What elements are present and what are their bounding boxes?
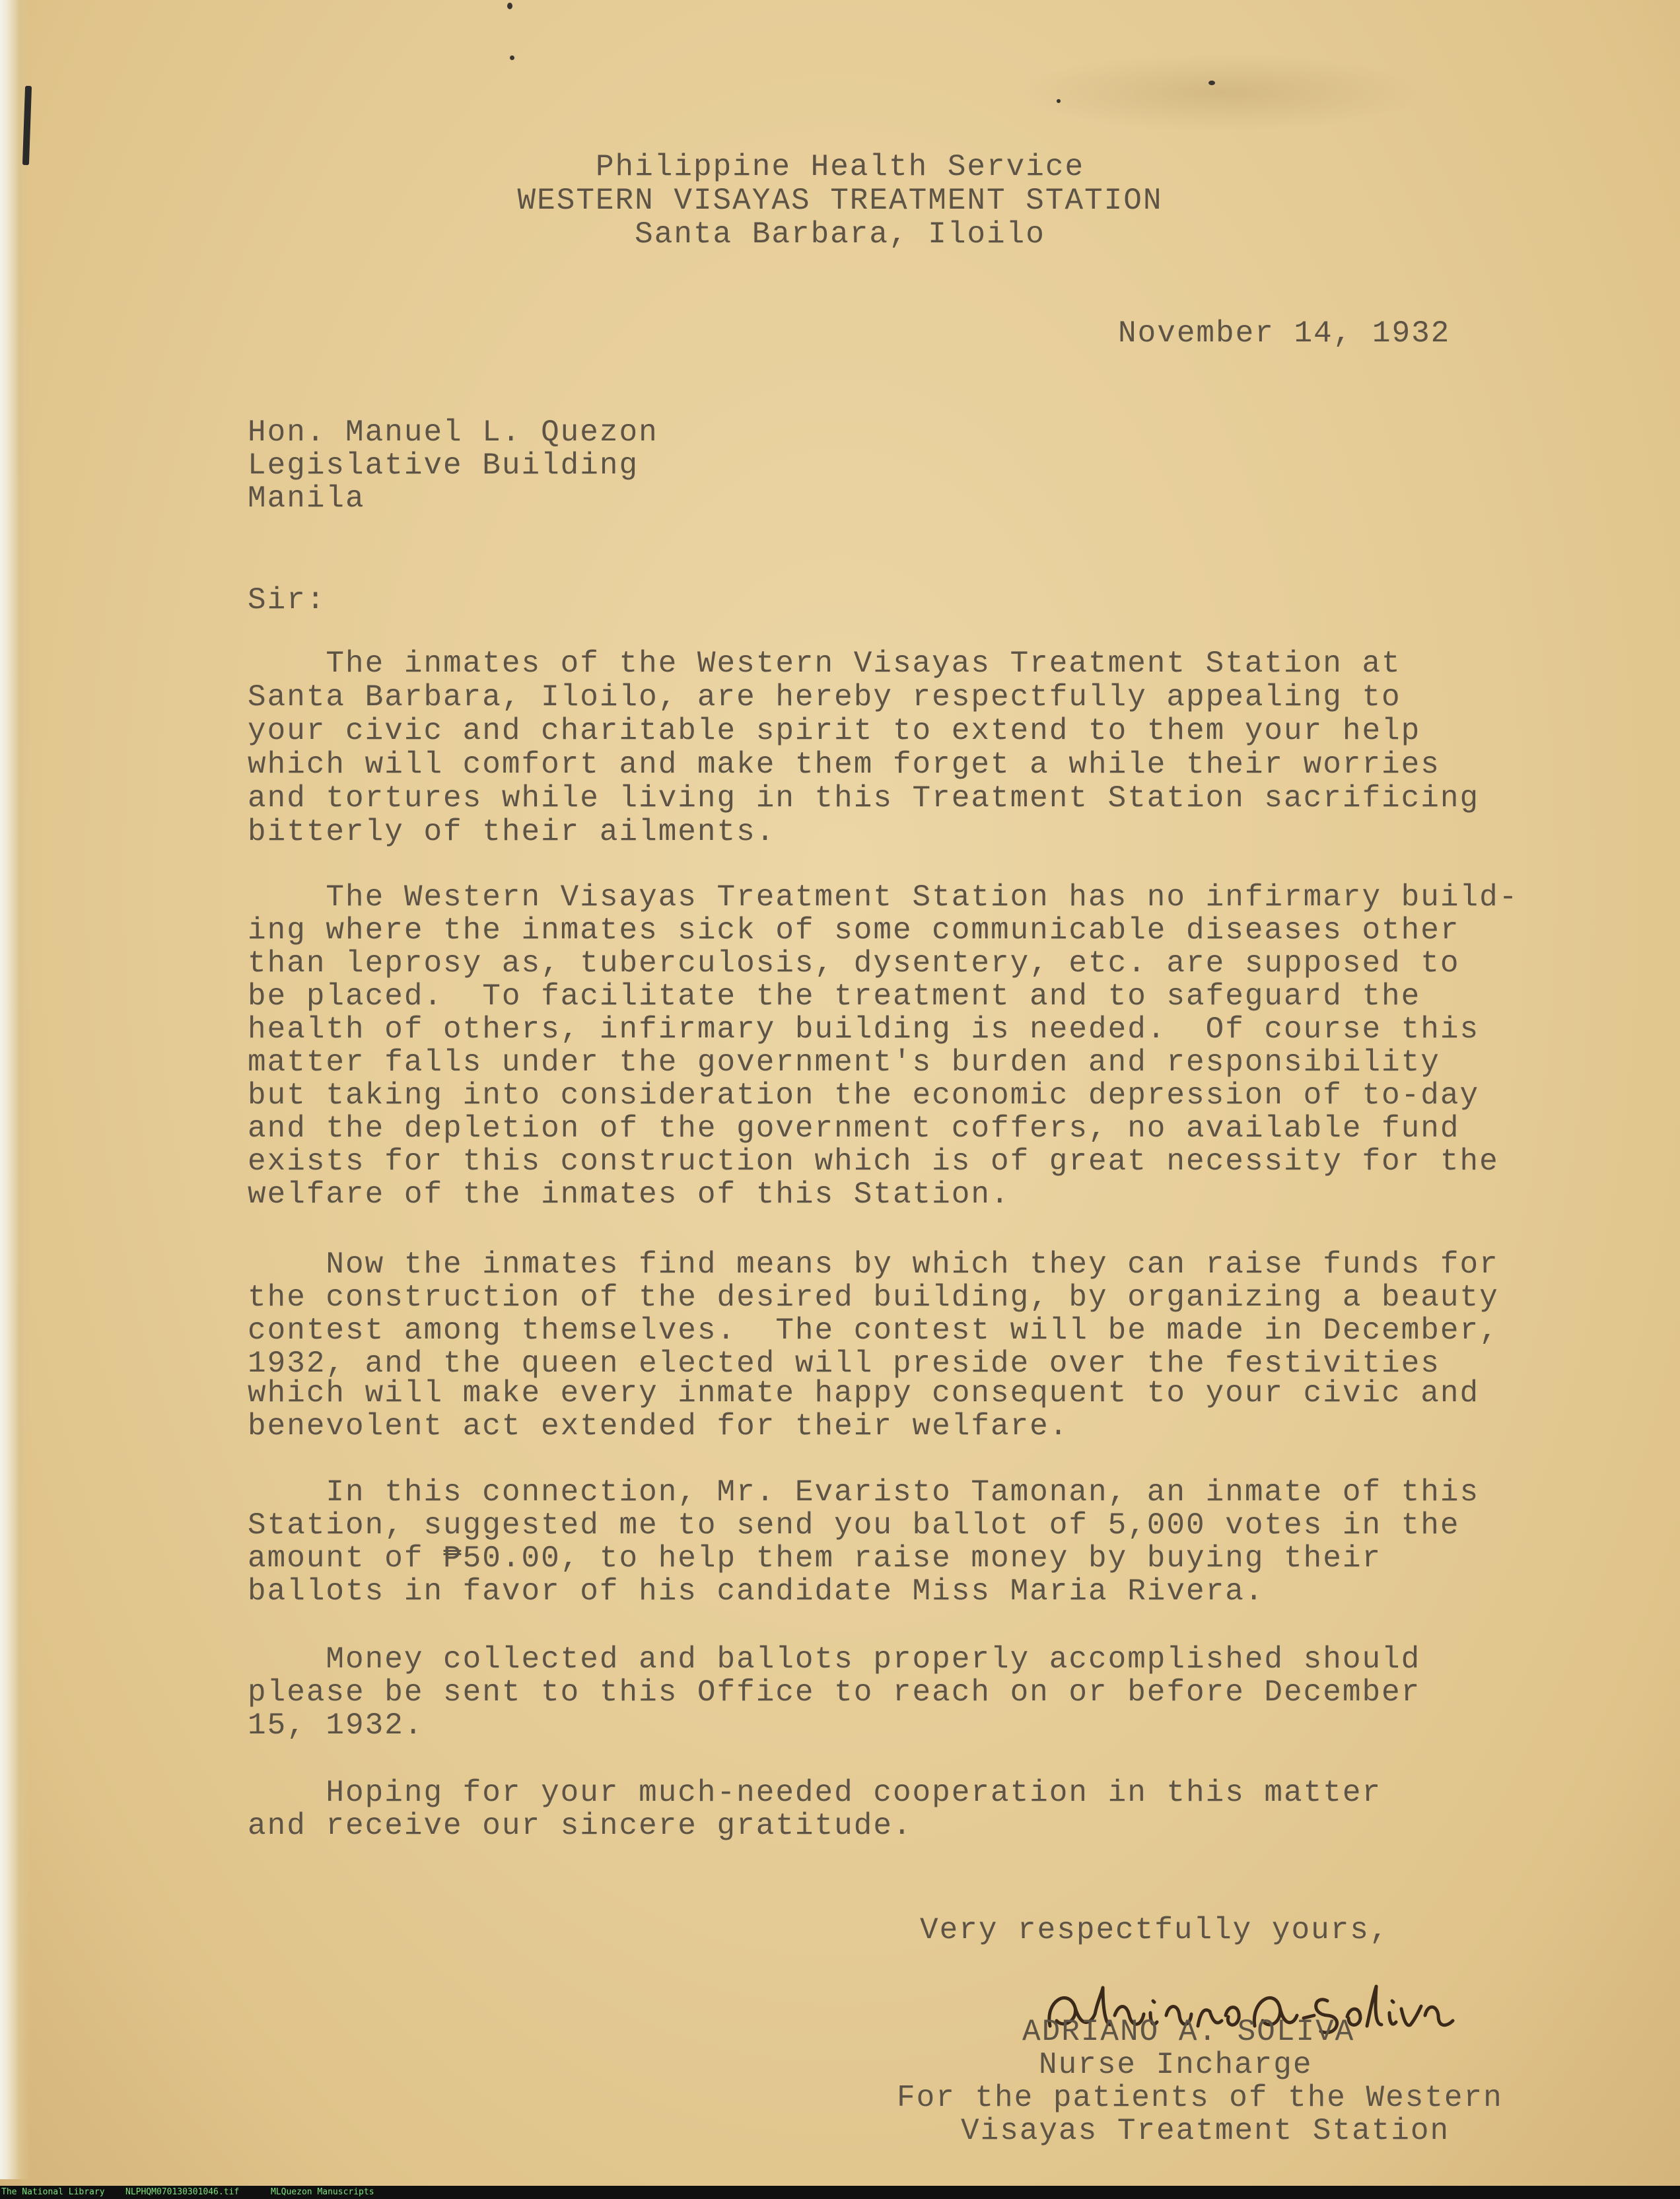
- recipient-name: Hon. Manuel L. Quezon: [248, 415, 658, 450]
- signer-name: ADRIANO A. SOLIVA: [1022, 2015, 1355, 2049]
- body-line: ballots in favor of his candidate Miss Maria Rivera.: [248, 1574, 1265, 1609]
- body-line: and receive our sincere gratitude.: [248, 1809, 913, 1843]
- recipient-city: Manila: [248, 481, 365, 516]
- body-line: amount of ₱50.00, to help them raise money by buying their: [248, 1541, 1382, 1576]
- body-line: but taking into consideration the economic depression of to-day: [248, 1078, 1480, 1113]
- body-line: The inmates of the Western Visayas Treatment Station at: [248, 646, 1401, 681]
- signer-organization: For the patients of the Western: [897, 2081, 1503, 2115]
- body-line: In this connection, Mr. Evaristo Tamonan, an inmate of this: [248, 1475, 1480, 1510]
- body-line: 1932, and the queen elected will preside over the festivities: [248, 1346, 1440, 1381]
- body-line: the construction of the desired building, by organizing a beauty: [248, 1280, 1499, 1315]
- body-line: health of others, infirmary building is needed. Of course this: [248, 1012, 1480, 1047]
- body-line: benevolent act extended for their welfare.: [248, 1409, 1069, 1444]
- scan-footer-bar: [0, 2186, 1680, 2199]
- body-line: 15, 1932.: [248, 1708, 424, 1743]
- body-line: contest among themselves. The contest will be made in December,: [248, 1313, 1499, 1348]
- body-line: Hoping for your much-needed cooperation in this matter: [248, 1776, 1382, 1810]
- body-line: be placed. To facilitate the treatment and to safeguard the: [248, 979, 1421, 1014]
- body-line: which will comfort and make them forget a while their worries: [248, 748, 1440, 782]
- body-line: ing where the inmates sick of some communicable diseases other: [248, 913, 1460, 948]
- torn-left-edge: [0, 0, 30, 2179]
- salutation: Sir:: [248, 583, 326, 617]
- body-line: which will make every inmate happy consequent to your civic and: [248, 1376, 1480, 1411]
- letterhead-station: WESTERN VISAYAS TREATMENT STATION: [517, 184, 1163, 218]
- body-line: Santa Barbara, Iloilo, are hereby respectfully appealing to: [248, 680, 1401, 715]
- body-line: please be sent to this Office to reach on or before December: [248, 1675, 1421, 1710]
- ink-speck: [1057, 99, 1061, 103]
- ink-speck: [507, 3, 512, 9]
- letterhead-agency: Philippine Health Service: [595, 150, 1085, 184]
- signer-title: Nurse Incharge: [1039, 2048, 1313, 2082]
- letterhead-location: Santa Barbara, Iloilo: [635, 217, 1045, 252]
- ink-speck: [510, 55, 514, 60]
- body-line: bitterly of their ailments.: [248, 815, 776, 849]
- footer-collection: MLQuezon Manuscripts: [271, 2187, 374, 2197]
- footer-filename: NLPHQM070130301046.tif: [125, 2187, 240, 2197]
- body-line: The Western Visayas Treatment Station has no infirmary build-: [248, 880, 1519, 915]
- body-line: exists for this construction which is of great necessity for the: [248, 1144, 1499, 1179]
- body-line: your civic and charitable spirit to extend to them your help: [248, 714, 1421, 748]
- paper-stain: [1017, 53, 1426, 132]
- body-line: and the depletion of the government coffers, no available fund: [248, 1111, 1460, 1146]
- body-line: Money collected and ballots properly accomplished should: [248, 1642, 1421, 1677]
- signer-organization: Visayas Treatment Station: [961, 2114, 1450, 2148]
- valediction: Very respectfully yours,: [920, 1913, 1389, 1947]
- ink-speck: [1208, 81, 1215, 85]
- body-line: matter falls under the government's burden and responsibility: [248, 1045, 1440, 1080]
- letter-date: November 14, 1932: [1118, 316, 1451, 351]
- body-line: than leprosy as, tuberculosis, dysentery, etc. are supposed to: [248, 946, 1460, 981]
- body-line: Now the inmates find means by which they can raise funds for: [248, 1247, 1499, 1282]
- body-line: and tortures while living in this Treatment Station sacrificing: [248, 781, 1480, 816]
- body-line: welfare of the inmates of this Station.: [248, 1177, 1010, 1212]
- footer-library: The National Library: [1, 2187, 105, 2197]
- body-line: Station, suggested me to send you ballot of 5,000 votes in the: [248, 1508, 1460, 1543]
- recipient-address-line: Legislative Building: [248, 448, 639, 483]
